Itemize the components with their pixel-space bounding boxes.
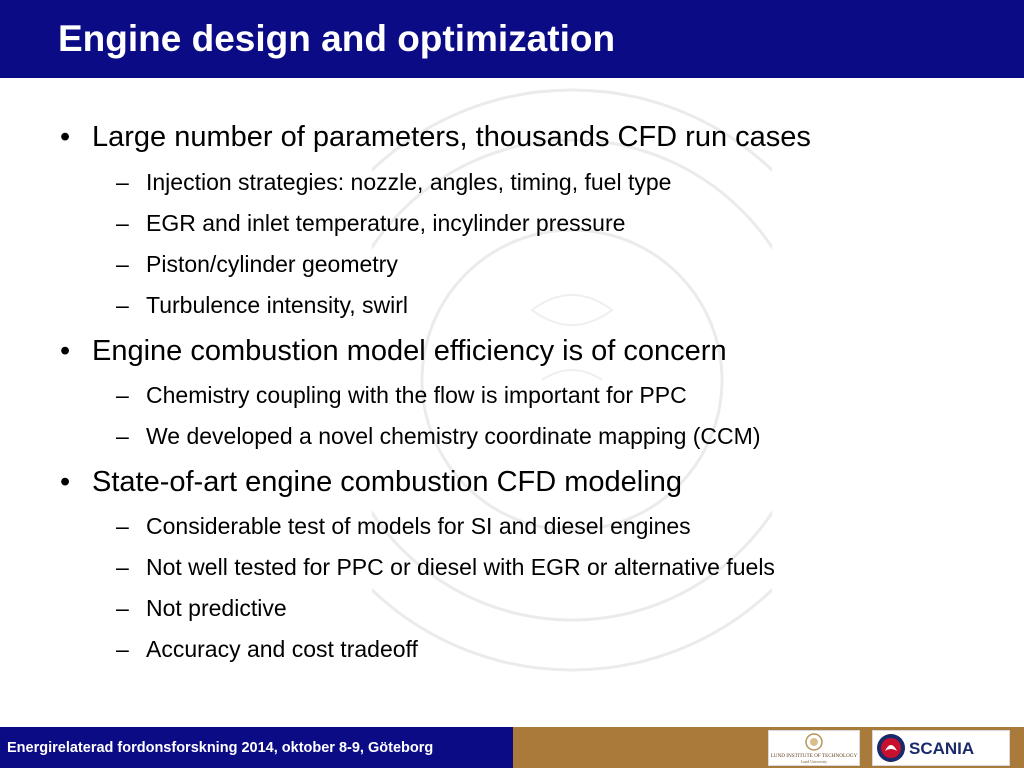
sub-bullet-item [116, 422, 761, 450]
bullet-marker: • [60, 335, 71, 367]
lth-logo [768, 730, 860, 766]
sub-bullet-text: Accuracy and cost tradeoff [146, 636, 418, 662]
dash-marker: – [116, 382, 129, 408]
scania-logo [872, 730, 1010, 766]
footer-text-band [0, 727, 513, 768]
scania-griffin-icon [873, 731, 1009, 765]
sub-bullet-text: EGR and inlet temperature, incylinder pressure [146, 210, 626, 236]
sub-bullet-item [116, 209, 626, 237]
bullet-text: Large number of parameters, thousands CFD run cases [92, 121, 811, 153]
bullet-item [60, 120, 811, 154]
slide-title: Engine design and optimization [58, 18, 616, 59]
lth-logo-text: LUND INSTITUTE OF TECHNOLOGY [770, 753, 858, 759]
footer-bar [0, 727, 1024, 768]
sub-bullet-text: Piston/cylinder geometry [146, 251, 398, 277]
sub-bullet-item [116, 635, 418, 663]
bullet-text: State-of-art engine combustion CFD modeling [92, 466, 682, 498]
dash-marker: – [116, 169, 129, 195]
footer-text: Energirelaterad fordonsforskning 2014, oktober 8-9, Göteborg [7, 740, 434, 756]
sub-bullet-text: Turbulence intensity, swirl [146, 292, 409, 318]
dash-marker: – [116, 210, 129, 236]
sub-bullet-text: Not well tested for PPC or diesel with EGR or alternative fuels [146, 554, 775, 580]
sub-bullet-text: We developed a novel chemistry coordinate mapping (CCM) [146, 423, 761, 449]
scania-logo-text: SCANIA [909, 739, 975, 758]
sub-bullet-item [116, 381, 687, 409]
dash-marker: – [116, 554, 129, 580]
dash-marker: – [116, 292, 129, 318]
bullet-item [60, 334, 727, 368]
dash-marker: – [116, 513, 129, 539]
sub-bullet-text: Not predictive [146, 595, 287, 621]
sub-bullet-item [116, 512, 691, 540]
sub-bullet-item [116, 553, 775, 581]
dash-marker: – [116, 636, 129, 662]
dash-marker: – [116, 595, 129, 621]
sub-bullet-item [116, 291, 409, 319]
bullet-marker: • [60, 121, 71, 153]
sub-bullet-item [116, 250, 398, 278]
sub-bullet-text: Considerable test of models for SI and diesel engines [146, 513, 691, 539]
dash-marker: – [116, 423, 129, 449]
bullet-text: Engine combustion model efficiency is of concern [92, 335, 727, 367]
dash-marker: – [116, 251, 129, 277]
lth-logo-subtext: Lund University [800, 759, 828, 764]
sub-bullet-text: Chemistry coupling with the flow is important for PPC [146, 382, 687, 408]
sub-bullet-item [116, 594, 287, 622]
bullet-item [60, 465, 682, 499]
lth-seal-icon [769, 731, 859, 765]
sub-bullet-text: Injection strategies: nozzle, angles, timing, fuel type [146, 169, 672, 195]
bullet-marker: • [60, 466, 71, 498]
sub-bullet-item [116, 168, 672, 196]
